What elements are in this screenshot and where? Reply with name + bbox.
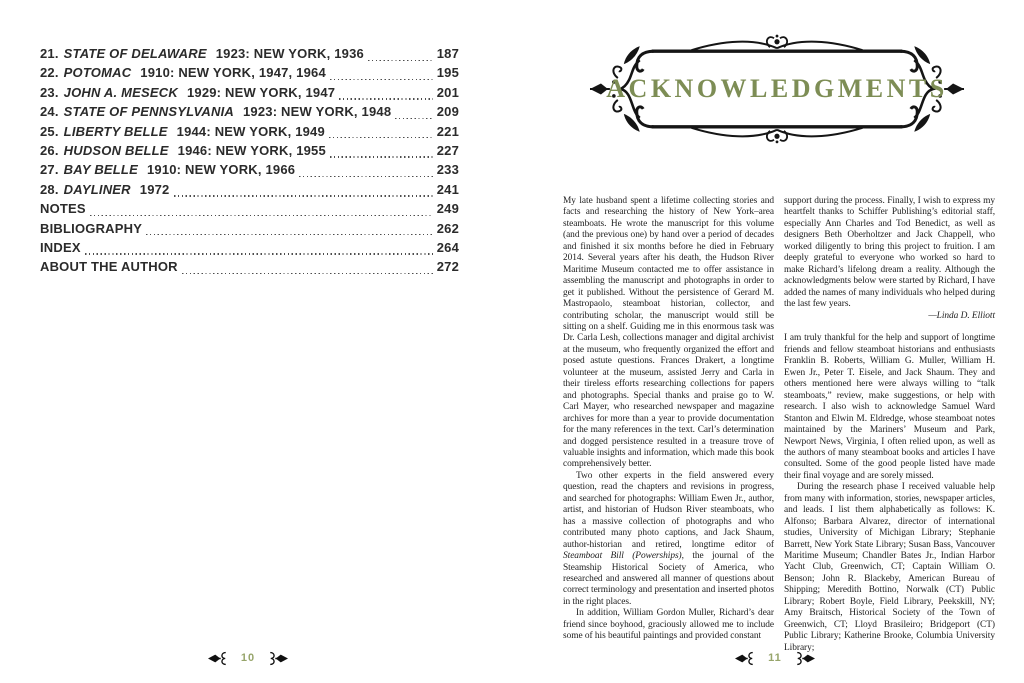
toc-page-number: 249 (436, 201, 459, 217)
right-page-folio (705, 648, 845, 668)
dot-leader (329, 137, 433, 138)
dot-leader (146, 234, 433, 235)
toc-chapter-title: NOTES (40, 201, 86, 217)
toc-chapter-number: 26. (40, 142, 59, 158)
toc-chapter-number: 24. (40, 104, 59, 120)
toc-page-number: 209 (436, 104, 459, 120)
toc-chapter-number: 21. (40, 46, 59, 61)
dot-leader (330, 79, 433, 80)
dot-leader (299, 176, 432, 177)
dot-leader (368, 60, 433, 61)
toc-row (40, 65, 459, 84)
toc-page-number: 195 (436, 65, 459, 81)
fleuron-icon (268, 650, 288, 667)
toc-page-number: 262 (436, 220, 459, 236)
dot-leader (182, 273, 433, 274)
toc-row (40, 240, 459, 259)
table-of-contents (40, 46, 459, 279)
toc-page-number: 241 (436, 181, 459, 197)
toc-page-number: 187 (436, 46, 459, 61)
dot-leader (90, 215, 433, 216)
toc-chapter-detail: 1929: NEW YORK, 1947 (186, 84, 336, 100)
page-number: 11 (768, 652, 782, 664)
paragraph-text: , the journal of the Steamship Historical Society of America, who researched and answered all manner of questions about correct terminology and presentation and inserted photos in the right places. (563, 551, 774, 607)
page-title: ACKNOWLEDGMENTS (606, 74, 948, 103)
toc-row (40, 182, 459, 201)
paragraph: My late husband spent a lifetime collecting stories and facts and researching the history of New York–area steamboats. He wrote the manuscript for this volume (and the previous one) by hand over a period of decades and finished it six months before he died in February 2014. Several years after his death, the Hudson River Maritime Museum contacted me to offer assistance in assembling the manuscript and photographs in order to get it published. Without the persistence of Gerard M. Mastropaolo, steamboat historian, collector, and contributing scholar, the manuscript would still be sitting on a shelf. Guiding me in this enormous task was Dr. Carla Lesh, collections manager and digital archivist at the museum, who frequently organized the effort and posed astute questions. Frances Drakert, a longtime volunteer at the museum, assisted Jerry and Carla in their tireless efforts researching collections for papers and photographs. Special thanks and praise go to W. Carl Mayer, who researched newspaper and magazine archives for more than a year to provide documentation for the many references in the text. Carl’s determination and dogged persistence resulted in a treasure trove of valuable insights and information, which made this book comprehensively better. (563, 196, 774, 470)
paragraph (563, 471, 774, 608)
toc-page-number: 201 (436, 84, 459, 100)
toc-chapter-title: BAY BELLE (63, 162, 138, 178)
toc-chapter-number: 28. (40, 181, 59, 197)
toc-chapter-detail: 1923: NEW YORK, 1948 (243, 104, 392, 120)
paragraph-text: Two other experts in the field answered every question, read the chapters and revisions in progress, and searched for photographs: William Ewen Jr., author, artist, and historian of Hudson River steamboats, who has a massive collection of photographs and who contributed many photo captions, and Jack Shaum, author-historian and retired, longtime editor of (563, 470, 774, 550)
toc-chapter-title: STATE OF DELAWARE (63, 46, 207, 61)
toc-row (40, 201, 459, 220)
toc-chapter-title: BIBLIOGRAPHY (40, 220, 143, 236)
toc-page-number: 227 (436, 142, 459, 158)
toc-chapter-title: JOHN A. MESECK (63, 84, 178, 100)
toc-chapter-title: STATE OF PENNSYLVANIA (63, 104, 234, 120)
toc-chapter-title: ABOUT THE AUTHOR (40, 259, 178, 275)
fleuron-icon (795, 650, 815, 667)
paragraph: During the research phase I received valuable help from many with information, stories, newspaper articles, and leads. I list them alphabetically as follows: K. Alfonso; Barbara Alvarez, director of international studies, University of Michigan Library; Stephanie Barrett, New York State Library; Susan Bass, Vancouver Maritime Museum; Chandler Bates Jr., Indian Harbor Yacht Club, Greenwich, CT; Captain William O. Benson; John R. Blackeby, American Bureau of Shipping; Meredith Bottino, Norwalk (CT) Public Library; Robert Boyle, Field Library, Peekskill, NY; Amy Braitsch, Historical Society of the Town of Greenwich, CT; Lloyd Brasileiro; Bridgeport (CT) Public Library; Katherine Brooke, Columbia University Library; (784, 482, 995, 653)
toc-chapter-number: 25. (40, 123, 59, 139)
acknowledgments-column-2 (784, 196, 995, 654)
toc-chapter-detail: 1910: NEW YORK, 1966 (146, 162, 296, 178)
toc-row (40, 46, 459, 65)
dot-leader (395, 118, 432, 119)
paragraph: In addition, William Gordon Muller, Richard’s dear friend since boyhood, graciously allowed me to include some of his beautiful paintings and provided constant (563, 608, 774, 642)
journal-title-italic: Steamboat Bill (Powerships) (563, 551, 682, 562)
toc-page-number: 264 (436, 239, 459, 255)
author-signature: —Linda D. Elliott (928, 310, 995, 321)
toc-row (40, 104, 459, 123)
fleuron-icon (208, 650, 228, 667)
paragraph: support during the process. Finally, I wish to express my heartfelt thanks to Schiffer Publishing’s editorial staff, especially Ann Charles and Tod Benedict, as well as designers Beth Oberholtzer and Jack Chappell, who worked diligently to bring this project to fruition. I am deeply grateful to everyone who worked so hard to make Richard’s lifelong dream a reality. Although the acknowledgments below were started by Richard, I have added the names of many individuals who helped during the last few years. (784, 196, 995, 310)
toc-chapter-title: LIBERTY BELLE (63, 123, 168, 139)
toc-row (40, 221, 459, 240)
toc-chapter-number: 22. (40, 65, 59, 81)
toc-page-number: 233 (436, 162, 459, 178)
toc-row (40, 143, 459, 162)
dot-leader (174, 195, 433, 196)
page-number: 10 (240, 652, 256, 664)
acknowledgments-column-1 (563, 196, 774, 643)
toc-chapter-title: HUDSON BELLE (63, 142, 169, 158)
toc-page-number: 272 (436, 259, 459, 275)
toc-chapter-title: INDEX (40, 239, 81, 255)
toc-chapter-detail: 1944: NEW YORK, 1949 (176, 123, 325, 139)
fleuron-icon (735, 650, 755, 667)
toc-chapter-title: DAYLINER (63, 181, 131, 197)
toc-page-number: 221 (436, 123, 459, 139)
left-page-folio (178, 648, 318, 668)
dot-leader (85, 253, 433, 254)
toc-chapter-title: POTOMAC (63, 65, 132, 81)
toc-chapter-number: 23. (40, 84, 59, 100)
toc-chapter-detail: 1972 (139, 181, 170, 197)
dot-leader (330, 156, 433, 157)
toc-chapter-detail: 1910: NEW YORK, 1947, 1964 (140, 65, 326, 81)
toc-chapter-detail: 1946: NEW YORK, 1955 (177, 142, 326, 158)
toc-chapter-detail: 1923: NEW YORK, 1936 (215, 46, 364, 61)
toc-row (40, 85, 459, 104)
toc-row (40, 162, 459, 181)
paragraph: I am truly thankful for the help and support of longtime friends and fellow steamboat historians and enthusiasts Franklin B. Roberts, William G. Muller, William H. Ewen Jr., Peter T. Eisele, and Jack Shaum. They and others mentioned here were always willing to “talk steamboats,” review, make suggestions, or help with research. I also wish to acknowledge Samuel Ward Stanton and Elwin M. Eldredge, whose steamboat notes maintained by the Mariners’ Museum and Park, Newport News, Virginia, I often relied upon, as well as the authors of many steamboat books and articles I have consulted. Some of the good people listed have made their final voyage and are sorely missed. (784, 333, 995, 481)
toc-row (40, 124, 459, 143)
toc-chapter-number: 27. (40, 162, 59, 178)
dot-leader (339, 98, 432, 99)
toc-row (40, 259, 459, 278)
